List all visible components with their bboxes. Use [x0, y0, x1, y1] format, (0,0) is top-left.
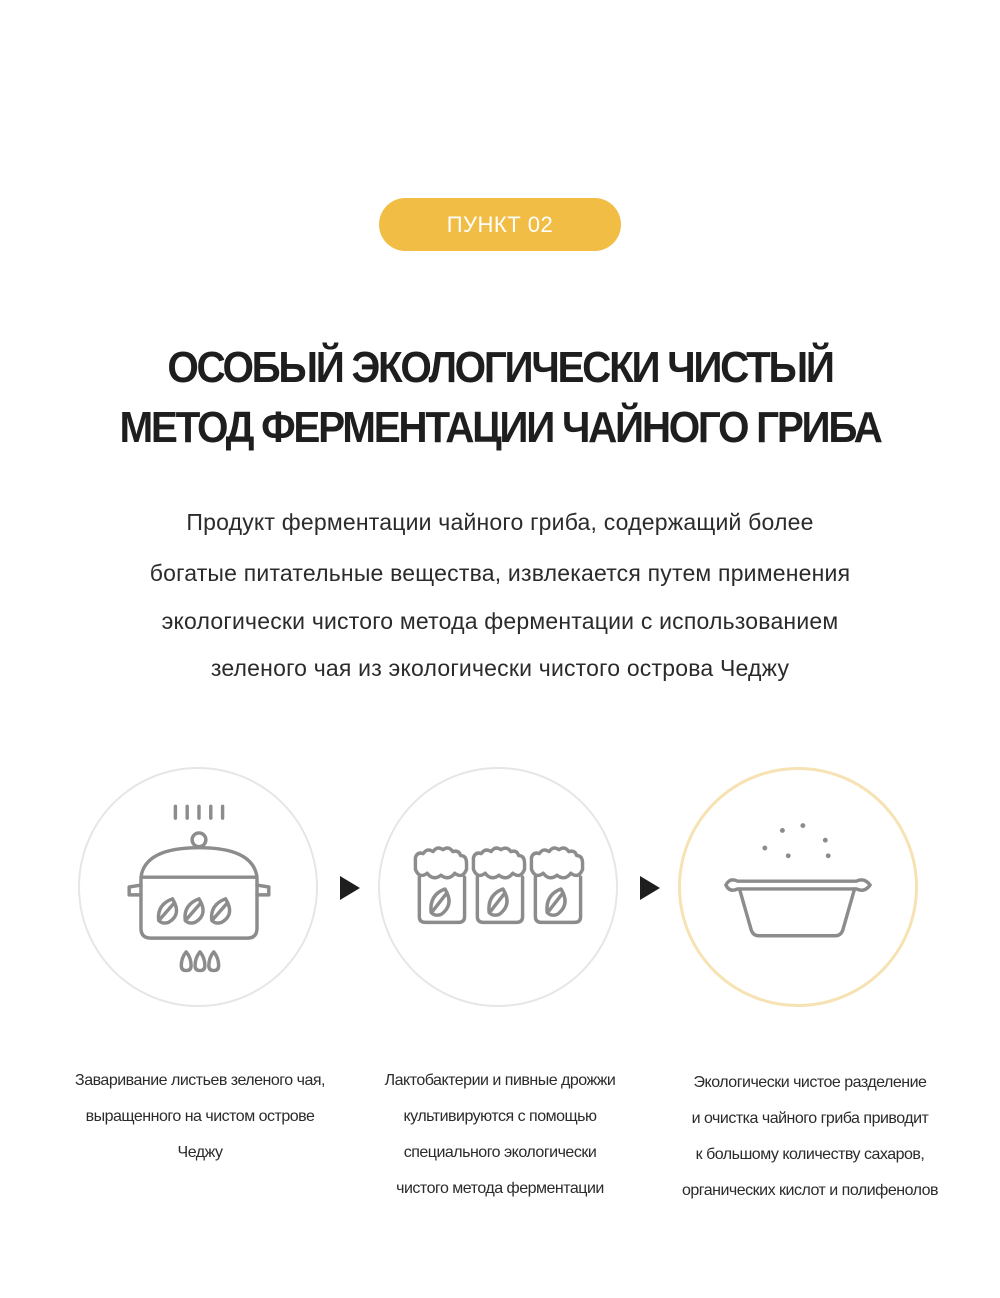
- step-2-line-4: чистого метода ферментации: [396, 1180, 604, 1197]
- step-2-line-1: Лактобактерии и пивные дрожжи: [384, 1072, 616, 1089]
- arrow-right-icon: [340, 876, 360, 900]
- steaming-pot-icon: [80, 769, 316, 1005]
- step-1-caption: [50, 1063, 350, 1171]
- separation-pot-icon: [681, 770, 915, 1004]
- step-3-line-2: и очистка чайного гриба приводит: [691, 1110, 929, 1127]
- description-line-3: экологически чистого метода ферментации с использованием: [161, 608, 839, 634]
- step-3-caption: [650, 1065, 970, 1209]
- step-3-line-1: Экологически чистое разделение: [693, 1074, 927, 1091]
- step-3-line-3: к большому количеству сахаров,: [695, 1146, 925, 1163]
- headline-line-2: МЕТОД ФЕРМЕНТАЦИИ ЧАЙНОГО ГРИБА: [119, 403, 881, 452]
- step-2-line-2: культивируются с помощью: [403, 1108, 597, 1125]
- description-line-4: зеленого чая из экологически чистого острова Чеджу: [210, 655, 790, 681]
- step-2-line-3: специального экологически: [403, 1144, 597, 1161]
- step-3-circle: [678, 767, 918, 1007]
- step-1-line-2: выращенного на чистом острове: [85, 1108, 315, 1125]
- step-1-line-1: Заваривание листьев зеленого чая,: [75, 1072, 325, 1089]
- description-line-2: богатые питательные вещества, извлекается путем применения: [149, 560, 851, 586]
- step-2-circle: [378, 767, 618, 1007]
- step-1-line-3: Чеджу: [177, 1144, 223, 1161]
- arrow-right-icon: [640, 876, 660, 900]
- headline-line-1: ОСОБЫЙ ЭКОЛОГИЧЕСКИ ЧИСТЫЙ: [167, 343, 833, 392]
- point-badge: ПУНКТ 02: [379, 198, 621, 251]
- fermentation-jars-icon: [380, 769, 616, 1005]
- step-3-line-4: органических кислот и полифенолов: [681, 1182, 939, 1199]
- step-1-circle: [78, 767, 318, 1007]
- step-2-caption: [350, 1063, 650, 1207]
- description-line-1: Продукт ферментации чайного гриба, содержащий более: [186, 509, 814, 535]
